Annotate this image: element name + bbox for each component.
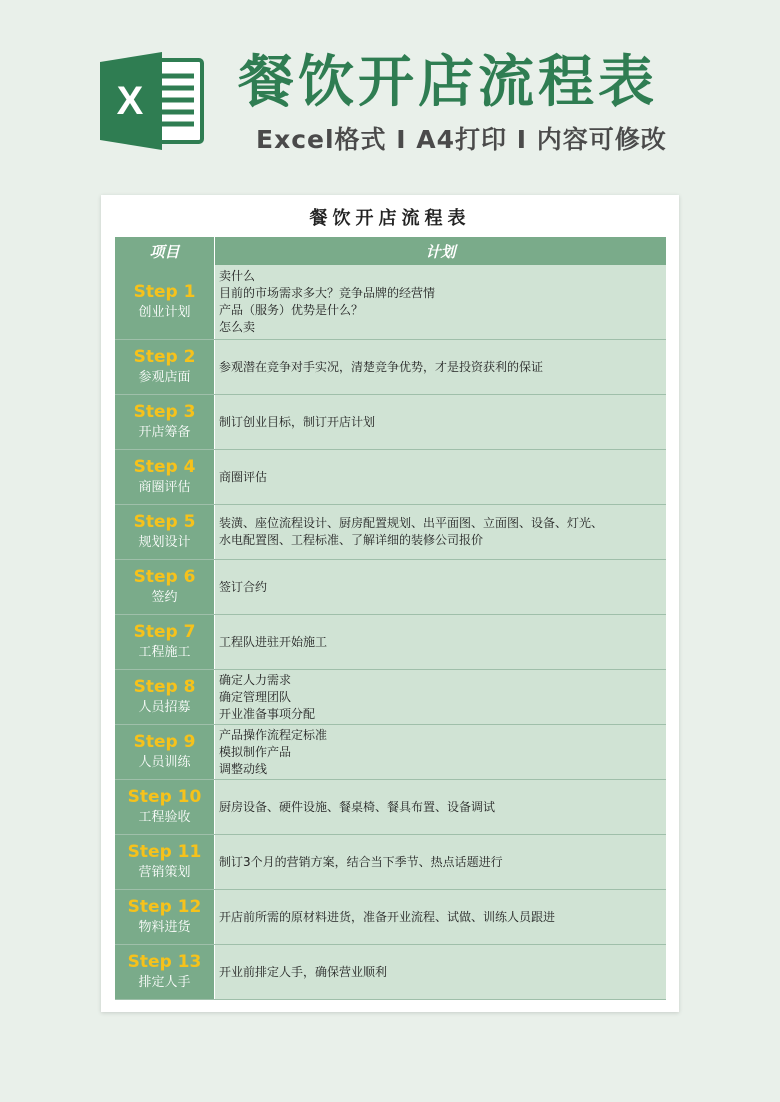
plan-cell[interactable] <box>215 780 666 834</box>
step-name: 开店筹备 <box>138 425 191 440</box>
table-row <box>115 560 666 615</box>
plan-line: 产品（服务）优势是什么？ <box>219 303 364 317</box>
plan-cell[interactable] <box>215 560 666 614</box>
step-number: Step 2 <box>133 347 196 367</box>
plan-cell[interactable] <box>215 725 666 779</box>
table-body <box>115 265 666 1000</box>
step-name: 排定人手 <box>138 975 191 990</box>
plan-line: 工程队进驻开始施工 <box>219 634 328 649</box>
plan-cell[interactable] <box>215 395 666 449</box>
step-name: 参观店面 <box>138 370 191 385</box>
page-subtitle: Excel格式 I A4打印 I 内容可修改 <box>256 125 667 154</box>
plan-cell[interactable] <box>215 340 666 394</box>
step-number: Step 7 <box>133 622 196 642</box>
table-header <box>115 237 666 265</box>
step-cell[interactable] <box>115 945 215 999</box>
table-row <box>115 890 666 945</box>
plan-line: 目前的市场需求多大？竞争品牌的经营情 <box>219 286 436 300</box>
plan-line: 开业前排定人手，确保营业顺利 <box>219 964 388 979</box>
header <box>0 0 780 200</box>
step-cell[interactable] <box>115 890 215 944</box>
column-header-item: 项目 <box>115 237 215 265</box>
plan-cell[interactable] <box>215 670 666 724</box>
step-cell[interactable] <box>115 670 215 724</box>
step-name: 工程验收 <box>138 810 191 825</box>
step-cell[interactable] <box>115 340 215 394</box>
step-number: Step 12 <box>127 897 202 917</box>
table-row <box>115 945 666 1000</box>
plan-line: 厨房设备、硬件设施、餐桌椅、餐具布置、设备调试 <box>219 799 496 814</box>
excel-logo-icon <box>100 52 204 150</box>
step-number: Step 13 <box>127 952 202 972</box>
table-row <box>115 395 666 450</box>
step-number: Step 3 <box>133 402 196 422</box>
plan-line: 开业准备事项分配 <box>219 706 316 721</box>
step-cell[interactable] <box>115 725 215 779</box>
plan-cell[interactable] <box>215 505 666 559</box>
step-cell[interactable] <box>115 265 215 339</box>
column-header-plan: 计划 <box>215 237 666 265</box>
step-name: 规划设计 <box>138 535 191 550</box>
plan-cell[interactable] <box>215 265 666 339</box>
table-row <box>115 340 666 395</box>
step-number: Step 6 <box>133 567 196 587</box>
table-row <box>115 780 666 835</box>
plan-line: 水电配置图、工程标准、了解详细的装修公司报价 <box>219 533 484 547</box>
table-row <box>115 615 666 670</box>
plan-cell[interactable] <box>215 945 666 999</box>
step-name: 物料进货 <box>138 920 191 935</box>
step-name: 营销策划 <box>138 865 191 880</box>
plan-line: 装潢、座位流程设计、厨房配置规划、出平面图、立面图、设备、灯光、 <box>219 516 604 530</box>
process-table <box>115 237 666 1000</box>
spreadsheet-page <box>101 195 679 1012</box>
table-row <box>115 725 666 780</box>
step-cell[interactable] <box>115 780 215 834</box>
plan-cell[interactable] <box>215 615 666 669</box>
step-cell[interactable] <box>115 835 215 889</box>
sheet-title: 餐饮开店流程表 <box>309 208 471 229</box>
step-number: Step 10 <box>127 787 202 807</box>
plan-cell[interactable] <box>215 835 666 889</box>
step-name: 人员训练 <box>138 755 191 770</box>
plan-line: 模拟制作产品 <box>219 744 292 759</box>
plan-line: 商圈评估 <box>219 469 268 484</box>
step-cell[interactable] <box>115 560 215 614</box>
step-number: Step 8 <box>133 677 196 697</box>
plan-line: 确定管理团队 <box>219 689 292 704</box>
table-row <box>115 450 666 505</box>
step-number: Step 9 <box>133 732 196 752</box>
step-cell[interactable] <box>115 505 215 559</box>
step-cell[interactable] <box>115 615 215 669</box>
step-name: 创业计划 <box>138 305 191 320</box>
step-number: Step 1 <box>133 282 196 302</box>
step-number: Step 11 <box>127 842 202 862</box>
plan-line: 怎么卖 <box>219 320 256 334</box>
table-row <box>115 670 666 725</box>
plan-cell[interactable] <box>215 890 666 944</box>
plan-line: 签订合约 <box>219 579 268 594</box>
plan-cell[interactable] <box>215 450 666 504</box>
table-row <box>115 505 666 560</box>
plan-line: 卖什么 <box>219 269 256 283</box>
svg-text:X: X <box>116 79 144 123</box>
step-name: 商圈评估 <box>138 480 191 495</box>
step-cell[interactable] <box>115 395 215 449</box>
step-number: Step 4 <box>133 457 196 477</box>
step-cell[interactable] <box>115 450 215 504</box>
table-row <box>115 265 666 340</box>
plan-line: 开店前所需的原材料进货，准备开业流程、试做、训练人员跟进 <box>219 909 556 924</box>
step-name: 人员招募 <box>138 700 191 715</box>
plan-line: 制订创业目标，制订开店计划 <box>219 414 376 429</box>
step-name: 签约 <box>151 590 178 605</box>
page-title: 餐饮开店流程表 <box>238 50 658 115</box>
plan-line: 参观潜在竞争对手实况，清楚竞争优势，才是投资获利的保证 <box>219 359 544 374</box>
step-number: Step 5 <box>133 512 196 532</box>
plan-line: 产品操作流程定标准 <box>219 727 328 742</box>
table-row <box>115 835 666 890</box>
plan-line: 制订3个月的营销方案，结合当下季节、热点话题进行 <box>219 854 503 869</box>
plan-line: 确定人力需求 <box>219 672 292 687</box>
plan-line: 调整动线 <box>219 761 268 776</box>
step-name: 工程施工 <box>138 645 191 660</box>
